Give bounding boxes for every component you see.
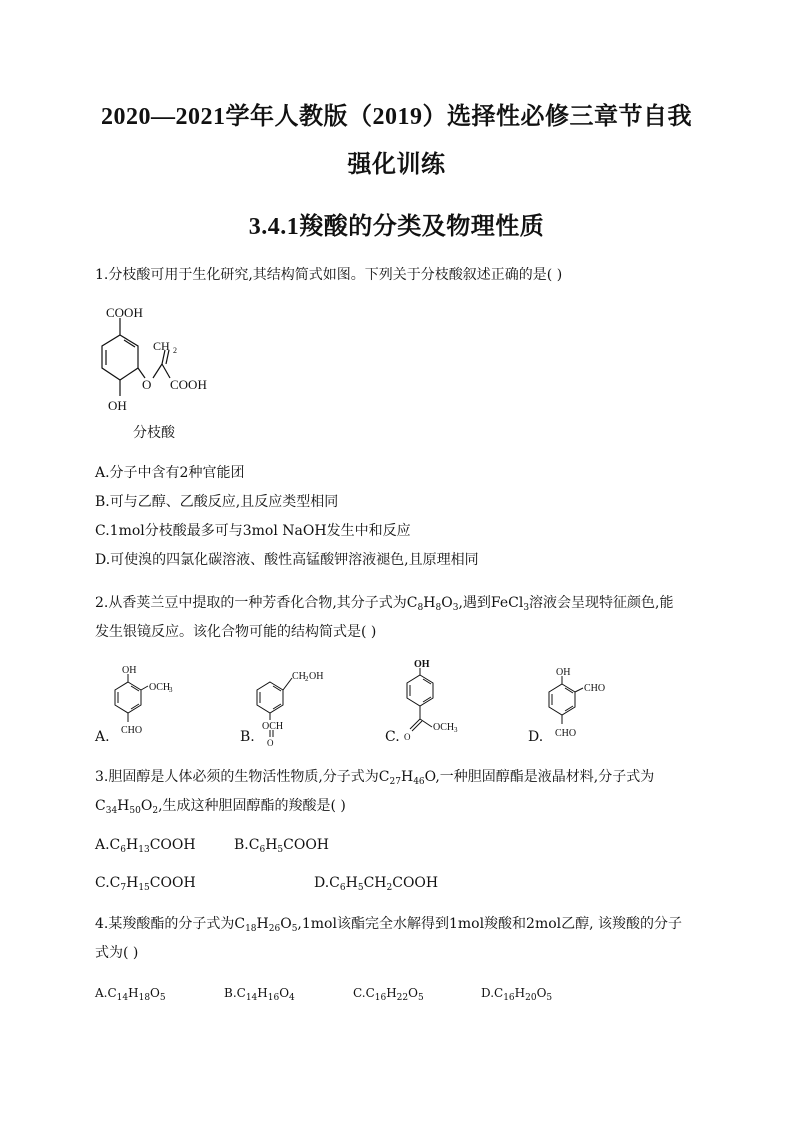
q3-stem-text: H bbox=[400, 769, 414, 785]
q3-stem-text: H bbox=[117, 798, 130, 814]
label: OCH bbox=[149, 682, 171, 693]
doc-title-line2: 强化训练 bbox=[347, 152, 446, 178]
formula-part: C.C bbox=[95, 875, 121, 891]
formula-sub: 16 bbox=[374, 993, 387, 1003]
q2-structure-d bbox=[549, 676, 583, 724]
formula-sub: 4 bbox=[289, 993, 295, 1003]
formula-part: D.C bbox=[314, 875, 340, 891]
q2-option-b-letter: B. bbox=[240, 729, 255, 745]
formula-sub: 14 bbox=[116, 993, 129, 1003]
q3-option-b bbox=[234, 837, 329, 855]
formula-part: H bbox=[257, 986, 268, 1000]
q2-stem-text: O bbox=[441, 595, 453, 611]
q4-stem-line2: 式为( ) bbox=[95, 945, 139, 961]
formula-sub: 16 bbox=[267, 993, 280, 1003]
q4-stem-line1 bbox=[95, 913, 682, 934]
q4-option-d bbox=[481, 986, 552, 1003]
q3-stem-text: O,一种胆固醇酯是液晶材料,分子式为 bbox=[424, 769, 655, 785]
oh-label: OH bbox=[108, 398, 127, 413]
q4-stem-text: H bbox=[256, 916, 269, 932]
q4-option-c bbox=[353, 986, 424, 1003]
q1-structure-caption: 分枝酸 bbox=[133, 425, 175, 441]
formula-sub: 5 bbox=[159, 993, 166, 1003]
ether-o-label: O bbox=[142, 377, 152, 392]
q3-sub: 50 bbox=[129, 806, 141, 816]
q4-sub: 26 bbox=[268, 924, 281, 934]
formula-part: O bbox=[408, 986, 418, 1000]
q3-option-a bbox=[95, 837, 196, 855]
formula-sub: 2 bbox=[386, 883, 393, 893]
label: 3 bbox=[169, 686, 173, 694]
formula-part: COOH bbox=[392, 875, 439, 891]
q2-option-a-letter: A. bbox=[95, 729, 110, 745]
q2-structure-a bbox=[115, 674, 148, 722]
q2-option-c-letter: C. bbox=[385, 729, 400, 745]
formula-part: B.C bbox=[234, 837, 260, 853]
q2-stem-line2: 发生银镜反应。该化合物可能的结构简式是( ) bbox=[95, 624, 377, 640]
q2-stem-text: 溶液会呈现特征颜色,能 bbox=[529, 595, 674, 611]
q4-stem-text: 4.某羧酸酯的分子式为C bbox=[95, 916, 246, 932]
q2-sub: 3 bbox=[523, 603, 530, 613]
q3-stem-text: O bbox=[140, 798, 153, 814]
formula-part: O bbox=[536, 986, 547, 1000]
label: OH bbox=[309, 671, 324, 682]
doc-title-line1: 2020—2021学年人教版（2019）选择性必修三章节自我 bbox=[101, 104, 692, 130]
formula-part: H bbox=[386, 986, 397, 1000]
q1-option-d: D.可使溴的四氯化碳溶液、酸性高锰酸钾溶液褪色,且原理相同 bbox=[95, 552, 479, 568]
q1-option-b: B.可与乙醇、乙酸反应,且反应类型相同 bbox=[95, 494, 339, 510]
q2-stem-text: ,遇到FeCl bbox=[458, 595, 524, 611]
q3-sub: 2 bbox=[152, 806, 159, 816]
formula-sub: 5 bbox=[277, 845, 284, 855]
formula-sub: 5 bbox=[546, 993, 553, 1003]
formula-sub: 16 bbox=[503, 993, 515, 1003]
q3-stem-text: ,生成这种胆固醇酯的羧酸是( ) bbox=[158, 798, 346, 814]
label: OH bbox=[122, 665, 137, 676]
label: CH bbox=[292, 671, 306, 682]
formula-sub: 22 bbox=[396, 993, 409, 1003]
formula-part: H bbox=[514, 986, 526, 1000]
q2-stem-text: H bbox=[423, 595, 436, 611]
formula-part: COOH bbox=[283, 837, 330, 853]
formula-part: CH bbox=[363, 875, 387, 891]
label: OCH bbox=[433, 722, 455, 733]
formula-sub: 13 bbox=[138, 845, 150, 855]
cooh-top-label: COOH bbox=[106, 305, 143, 320]
q3-option-c bbox=[95, 875, 196, 893]
q4-sub: 5 bbox=[291, 924, 298, 934]
formula-sub: 18 bbox=[138, 993, 151, 1003]
formula-sub: 6 bbox=[259, 845, 266, 855]
q4-option-b bbox=[224, 986, 295, 1003]
formula-part: H bbox=[128, 986, 139, 1000]
ch2-label: CH bbox=[153, 339, 170, 353]
formula-part: D.C bbox=[481, 986, 504, 1000]
q2-option-d-letter: D. bbox=[528, 729, 544, 745]
q4-option-a bbox=[95, 986, 166, 1003]
label: CHO bbox=[584, 683, 606, 694]
q3-option-d bbox=[314, 875, 438, 893]
formula-part: A.C bbox=[95, 837, 121, 853]
formula-sub: 5 bbox=[417, 993, 424, 1003]
q1-option-a: A.分子中含有2种官能团 bbox=[95, 465, 245, 481]
label: 3 bbox=[454, 726, 458, 734]
formula-sub: 6 bbox=[120, 845, 127, 855]
formula-part: COOH bbox=[149, 875, 196, 891]
q4-stem-text: O bbox=[280, 916, 292, 932]
formula-part: O bbox=[279, 986, 290, 1000]
q4-stem-text: ,1mol该酯完全水解得到1mol羧酸和2mol乙醇, 该羧酸的分子 bbox=[297, 916, 683, 932]
formula-sub: 15 bbox=[138, 883, 150, 893]
label: 2 bbox=[305, 675, 309, 683]
label: OH bbox=[414, 659, 430, 670]
q2-structure-c bbox=[407, 668, 433, 731]
label: O bbox=[267, 738, 274, 748]
q1-stem: 1.分枝酸可用于生化研究,其结构简式如图。下列关于分枝酸叙述正确的是( ) bbox=[95, 267, 563, 283]
formula-part: H bbox=[126, 875, 139, 891]
cooh-right-label: COOH bbox=[170, 377, 207, 392]
formula-part: H bbox=[126, 837, 139, 853]
q3-stem-line1 bbox=[95, 766, 654, 787]
q1-option-c: C.1mol分枝酸最多可与3mol NaOH发生中和反应 bbox=[95, 523, 411, 539]
formula-sub: 6 bbox=[339, 883, 346, 893]
q2-stem-text: 2.从香荚兰豆中提取的一种芳香化合物,其分子式为C bbox=[95, 595, 418, 611]
formula-part: COOH bbox=[149, 837, 196, 853]
q2-sub: 3 bbox=[452, 603, 459, 613]
section-title: 3.4.1羧酸的分类及物理性质 bbox=[248, 214, 545, 240]
q2-sub: 8 bbox=[435, 603, 442, 613]
q2-sub: 8 bbox=[417, 603, 424, 613]
formula-part: O bbox=[150, 986, 160, 1000]
label: OCH bbox=[262, 721, 284, 732]
formula-part: A.C bbox=[95, 986, 117, 1000]
q4-sub: 18 bbox=[245, 924, 257, 934]
formula-sub: 5 bbox=[357, 883, 364, 893]
label: CHO bbox=[121, 725, 143, 736]
ch2-sub-label: 2 bbox=[173, 346, 177, 355]
formula-part: B.C bbox=[224, 986, 246, 1000]
label: CHO bbox=[555, 728, 577, 739]
q3-sub: 27 bbox=[389, 777, 401, 787]
label: O bbox=[404, 732, 411, 742]
formula-part: H bbox=[265, 837, 278, 853]
q3-stem-line2 bbox=[95, 795, 346, 816]
q3-stem-text: C bbox=[95, 798, 106, 814]
label: OH bbox=[556, 667, 571, 678]
formula-part: C.C bbox=[353, 986, 375, 1000]
formula-sub: 7 bbox=[120, 883, 127, 893]
formula-part: H bbox=[345, 875, 358, 891]
formula-sub: 20 bbox=[525, 993, 537, 1003]
q3-sub: 34 bbox=[105, 806, 118, 816]
formula-sub: 14 bbox=[245, 993, 258, 1003]
q3-stem-text: 3.胆固醇是人体必须的生物活性物质,分子式为C bbox=[95, 769, 390, 785]
q3-sub: 46 bbox=[413, 777, 425, 787]
